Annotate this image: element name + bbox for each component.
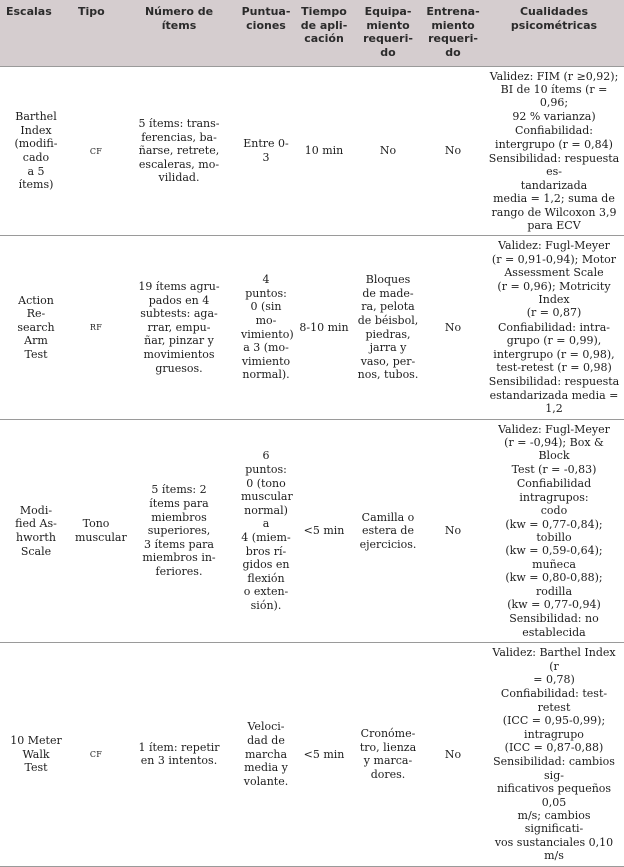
confiabilidad-text: Confiabilidad: test-retest (ICC = 0,95-0,99); intragrupo (ICC = 0,87-0,88): [500, 687, 608, 754]
sensibilidad-text: Sensibilidad: no establecida: [509, 612, 599, 639]
header-cualidades: Cualidades psicométricas: [510, 5, 598, 32]
cell-tipo: Tono muscular: [72, 419, 120, 643]
sensibilidad-text: Sensibilidad: respuesta es- tandarizada media = 1,2; suma de rango de Wilcoxon 3,9 para ECV: [488, 151, 620, 232]
cell-escala: Modi- fied As- hworth Scale: [0, 419, 72, 643]
cell-tiempo: <5 min: [294, 643, 354, 867]
cell-entrenamiento: No: [422, 236, 484, 419]
cell-items: 1 ítem: repetir en 3 intentos.: [120, 643, 238, 867]
cell-equipamiento: Bloques de made- ra, pelota de béisbol, piedras, jarra y vaso, per- nos, tubos.: [354, 236, 422, 419]
header-numero-items: Número de ítems: [144, 5, 214, 32]
cell-escala: Barthel Index (modifi- cado a 5 ítems): [0, 66, 72, 236]
table-header-row: [0, 0, 624, 66]
cell-cualidades: [484, 236, 624, 419]
table-row: [0, 419, 624, 643]
header-equipamiento: Equipa- miento requeri- do: [363, 5, 413, 59]
cell-entrenamiento: No: [422, 66, 484, 236]
validez-text: Validez: Fugl-Meyer (r = 0,91-0,94); Motor Assessment Scale (r = 0,96); Motricity Index (r = 0,87): [491, 239, 617, 320]
cell-items: 5 ítems: trans- ferencias, ba- ñarse, retrete, escaleras, mo- vilidad.: [120, 66, 238, 236]
cell-entrenamiento: No: [422, 419, 484, 643]
header-tipo: Tipo: [78, 5, 105, 18]
header-tiempo: Tiempo de apli- cación: [300, 5, 348, 45]
cell-items: 19 ítems agru- pados en 4 subtests: aga- rrar, empu- ñar, pinzar y movimientos gruesos.: [120, 236, 238, 419]
header-escalas: Escalas: [6, 5, 52, 18]
header-entrenamiento: Entrena- miento requeri- do: [426, 5, 480, 59]
cell-cualidades: [484, 643, 624, 867]
cell-escala: Action Re- search Arm Test: [0, 236, 72, 419]
cell-tipo: CF: [72, 66, 120, 236]
sensibilidad-text: Sensibilidad: respuesta estandarizada media = 1,2: [488, 375, 620, 416]
table-row: [0, 236, 624, 419]
table-row: [0, 66, 624, 236]
validez-text: Validez: Barthel Index (r = 0,78): [492, 646, 616, 686]
cell-tiempo: 8-10 min: [294, 236, 354, 419]
header-puntuaciones: Puntua- ciones: [241, 5, 291, 32]
confiabilidad-text: Confiabilidad: intergrupo (r = 0,84): [495, 124, 613, 151]
table-row: [0, 643, 624, 867]
cell-items: 5 ítems: 2 ítems para miembros superiores, 3 ítems para miembros in- feriores.: [120, 419, 238, 643]
validez-text: Validez: FIM (r ≥0,92); BI de 10 ítems (r = 0,96; 92 % varianza): [489, 69, 619, 123]
cell-puntuaciones: Entre 0-3: [238, 66, 294, 236]
validez-text: Validez: Fugl-Meyer (r = -0,94); Box & Block Test (r = -0,83): [498, 422, 610, 476]
cell-tipo: RF: [72, 236, 120, 419]
cell-puntuaciones: 6 puntos: 0 (tono muscular normal) a 4 (miem- bros rí- gidos en flexión o exten- sión).: [238, 419, 294, 643]
sensibilidad-text: Sensibilidad: cambios sig- nificativos pequeños 0,05 m/s; cambios significati- vos sustanciales 0,10 m/s: [493, 755, 615, 863]
cell-equipamiento: No: [354, 66, 422, 236]
cell-cualidades: [484, 419, 624, 643]
cell-tiempo: <5 min: [294, 419, 354, 643]
confiabilidad-text: Confiabilidad: intra- grupo (r = 0,99), intergrupo (r = 0,98), test-retest (r = 0,98): [493, 320, 615, 375]
cell-puntuaciones: Veloci- dad de marcha media y volante.: [238, 643, 294, 867]
cell-puntuaciones: 4 puntos: 0 (sin mo- vimiento) a 3 (mo- vimiento normal).: [238, 236, 294, 419]
cell-tipo: CF: [72, 643, 120, 867]
cell-escala: 10 Meter Walk Test: [0, 643, 72, 867]
cell-entrenamiento: No: [422, 643, 484, 867]
cell-equipamiento: Cronóme- tro, lienza y marca- dores.: [354, 643, 422, 867]
cell-equipamiento: Camilla o estera de ejercicios.: [354, 419, 422, 643]
cell-cualidades: [484, 66, 624, 236]
confiabilidad-text: Confiabilidad intragrupos: codo (kw = 0,77-0,84); tobillo (kw = 0,59-0,64); muñeca (kw = 0,80-0,88); rodilla (kw = 0,77-0,94): [505, 477, 603, 611]
cell-tiempo: 10 min: [294, 66, 354, 236]
